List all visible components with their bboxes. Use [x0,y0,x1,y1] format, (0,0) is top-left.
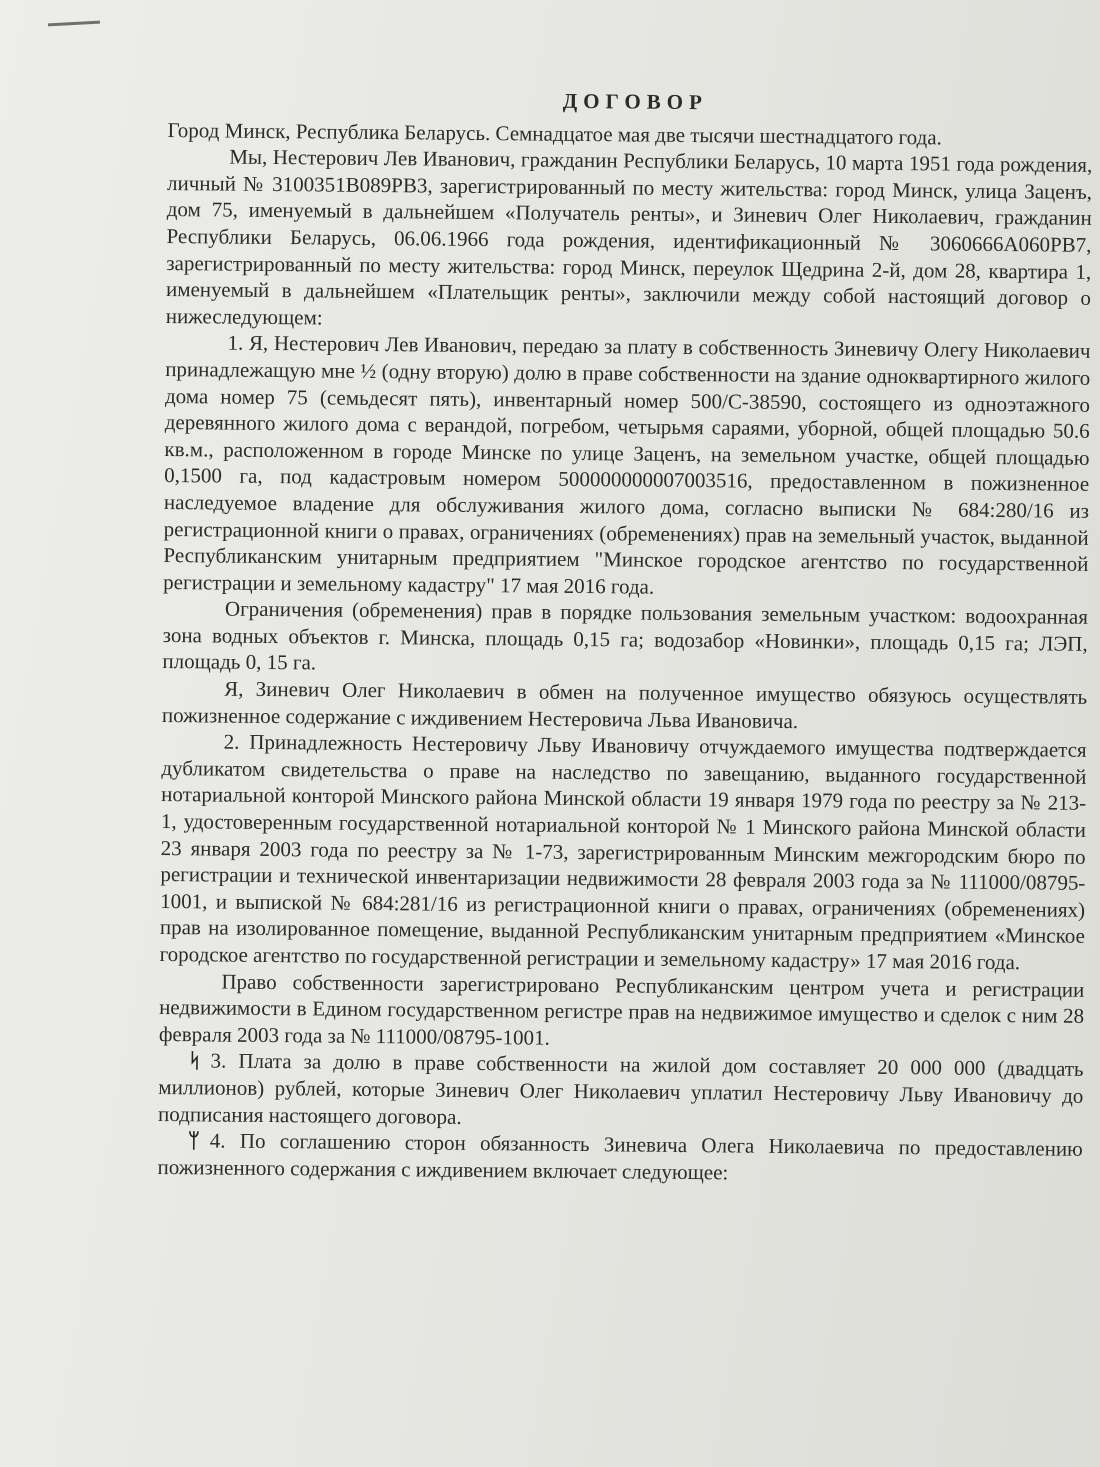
parties-paragraph: Мы, Нестерович Лев Иванович, гражданин Республики Беларусь, 10 марта 1951 года рождения, личный № 3100351В089РВ3, зарегистрированный по месту жительства: город Минск, улица Заценъ, дом 75, именуемый в дальнейшем «Получатель ренты», и Зиневич Олег Николаевич, гражданин Республики Беларусь, 06.06.1966 года рождения, идентификационный № 3060666А060РВ7, зарегистрированный по месту жительства: город Минск, переулок Щедрина 2-й, дом 28, квартира 1, именуемый в дальнейшем «Плательщик ренты», заключили между собой настоящий договор о нижеследующем: [165,144,1093,330]
contract-document [157,84,1092,1189]
handwritten-check-mark: ᛋ [188,1048,201,1073]
clause-3-paragraph [158,1047,1084,1136]
obligation-paragraph: Я, Зиневич Олег Николаевич в обмен на полученное имущество обязуюсь осуществлять пожизненное содержание с иждивением Нестеровича Льва Ивановича. [161,676,1088,733]
handwritten-check-mark: ᛘ [187,1128,200,1153]
clause-3-text: 3. Плата за долю в праве собственности на жилой дом составляет 20 000 000 (двадцать миллионов) рублей, которые Зиневич Олег Николаевич уплатил Нестеровичу Льву Ивановичу до подписания настоящего договора. [158,1048,1084,1129]
registration-paragraph: Право собственности зарегистрировано Республиканским центром учета и регистрации недвижимости в Едином государственном регистре прав на недвижимое имущество и сделок с ним 28 февраля 2003 года за № 111000/08795-1001. [158,969,1085,1050]
clause-4-text: 4. По соглашению сторон обязанность Зиневича Олега Николаевича по предоставлению пожизненного содержания с иждивением включает следующее: [157,1128,1083,1185]
place-date-paragraph: Город Минск, Республика Беларусь. Семнадцатое мая две тысячи шестнадцатого года. [167,117,942,150]
edge-mark [48,21,100,27]
document-title: ДОГОВОР [562,88,709,115]
clause-2-paragraph: 2. Принадлежность Нестеровичу Льву Ивановичу отчуждаемого имущества подтверждается дубликатом свидетельства о праве на наследство по завещанию, выданного государственной нотариальной конторой Минского района Минской области 19 января 1979 года по реестру за № 213-1, удостоверенным государственной нотариальной конторой № 1 Минского района Минской области 23 января 2003 года по реестру за № 1-73, зарегистрированным Минским межгородским бюро по регистрации и технической инвентаризации недвижимости 28 февраля 2003 года за № 111000/08795-1001, и выпиской № 684:281/16 из регистрационной книги о правах, ограничениях (обременениях) прав на изолированное помещение, выданной Республиканским унитарным предприятием «Минское городское агентство по государственной регистрации и земельному кадастру» 17 мая 2016 года. [159,729,1087,975]
clause-1-paragraph: 1. Я, Нестерович Лев Иванович, передаю за плату в собственность Зиневичу Олегу Николаевич принадлежащую мне ½ (одну вторую) долю в праве собственности на здание одноквартирного жилого дома номер 75 (семьдесят пять), инвентарный номер 500/С-38590, состоящего из одноэтажного деревянного жилого дома с верандой, погребом, четырьмя сараями, уборной, общей площадью 50.6 кв.м., расположенном в городе Минске по улице Заценъ, на земельном участке, общей площадью 0,1500 га, под кадастровым номером 500000000007003516, предоставленном в пожизненное наследуемое владение для обслуживания жилого дома, согласно выписки № 684:280/16 из регистрационной книги о правах, ограничениях (обременениях) прав на земельный участок, выданной Республиканским унитарным предприятием "Минское городское агентство по государственной регистрации и земельному кадастру" 17 мая 2016 года. [163,330,1091,599]
restrictions-paragraph: Ограничения (обременения) прав в порядке пользования земельным участком: водоохранная зона водных объектов г. Минска, площадь 0,15 га; водозабор «Новинки», площадь 0,15 га; ЛЭП, площадь 0, 15 га. [162,596,1089,675]
clause-4-paragraph [157,1127,1082,1189]
